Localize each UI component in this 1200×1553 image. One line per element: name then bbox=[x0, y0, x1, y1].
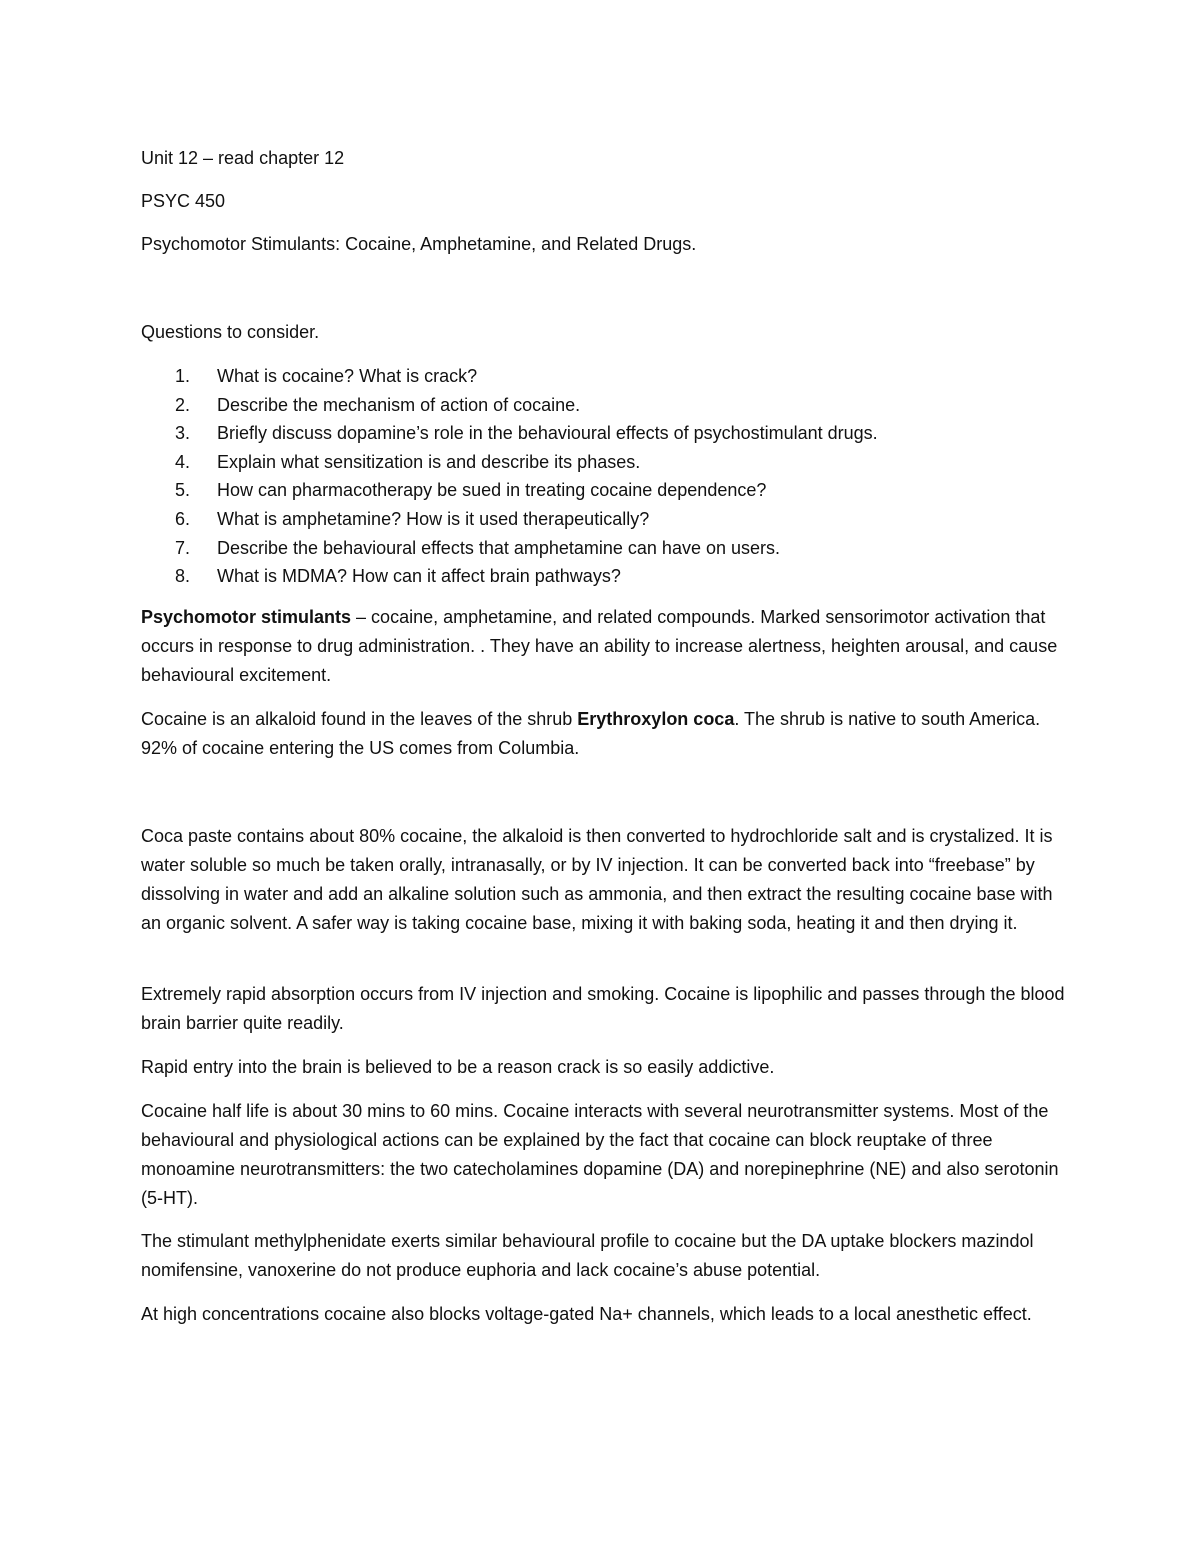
list-item bbox=[141, 534, 878, 563]
item-number: 4. bbox=[175, 451, 191, 472]
list-item bbox=[141, 476, 878, 505]
paragraph-text: – cocaine, amphetamine, and related compounds. Marked sensorimotor activation that occurs in response to drug administration. . They have an ability to increase alertness, heighten arousal, and cause behavioural excitement. bbox=[141, 607, 1058, 685]
item-number: 6. bbox=[175, 508, 191, 529]
paragraph-methylphenidate bbox=[141, 1227, 1071, 1285]
list-item bbox=[141, 362, 878, 391]
paragraph-text: . The shrub is native to south America. 92% of cocaine entering the US comes from Columbia. bbox=[141, 709, 1041, 758]
paragraph-text: Cocaine half life is about 30 mins to 60 mins. Cocaine interacts with several neurotransmitter systems. Most of the behavioural and physiological actions can be explained by the fact that cocaine can block reuptake of three monoamine neurotransmitters: the two catecholamines dopamine (DA) and norepinephrine (NE) and also serotonin (5-HT). bbox=[141, 1101, 1059, 1208]
questions-heading: Questions to consider. bbox=[141, 322, 320, 342]
paragraph-cocaine-alkaloid bbox=[141, 705, 1071, 763]
item-text: What is MDMA? How can it affect brain pathways? bbox=[217, 566, 621, 587]
item-number: 7. bbox=[175, 537, 191, 558]
item-text: What is cocaine? What is crack? bbox=[217, 366, 478, 386]
topic-title: Psychomotor Stimulants: Cocaine, Amphetamine, and Related Drugs. bbox=[141, 234, 697, 254]
paragraph-absorption bbox=[141, 980, 1071, 1038]
unit-heading: Unit 12 – read chapter 12 bbox=[141, 148, 345, 168]
item-number: 1. bbox=[175, 366, 191, 386]
paragraph-text: At high concentrations cocaine also blocks voltage-gated Na+ channels, which leads to a local anesthetic effect. bbox=[141, 1304, 1032, 1324]
paragraph-na-channels bbox=[141, 1300, 1071, 1329]
item-text: Briefly discuss dopamine’s role in the behavioural effects of psychostimulant drugs. bbox=[217, 423, 878, 444]
paragraph-half-life bbox=[141, 1097, 1071, 1213]
item-text: Describe the mechanism of action of cocaine. bbox=[217, 394, 581, 415]
course-code: PSYC 450 bbox=[141, 191, 226, 211]
item-number: 8. bbox=[175, 566, 191, 587]
paragraph-text: Extremely rapid absorption occurs from IV injection and smoking. Cocaine is lipophilic and passes through the blood brain barrier quite readily. bbox=[141, 984, 1065, 1033]
item-text: Describe the behavioural effects that amphetamine can have on users. bbox=[217, 537, 781, 558]
item-number: 2. bbox=[175, 394, 191, 415]
list-item bbox=[141, 562, 878, 591]
item-text: What is amphetamine? How is it used therapeutically? bbox=[217, 508, 650, 529]
list-item bbox=[141, 419, 878, 448]
list-item bbox=[141, 505, 878, 534]
paragraph-text: The stimulant methylphenidate exerts similar behavioural profile to cocaine but the DA uptake blockers mazindol nomifensine, vanoxerine do not produce euphoria and lack cocaine’s abuse potential. bbox=[141, 1231, 1034, 1280]
item-number: 3. bbox=[175, 423, 191, 444]
item-number: 5. bbox=[175, 480, 191, 501]
item-text: Explain what sensitization is and describe its phases. bbox=[217, 451, 641, 472]
bold-term: Psychomotor stimulants bbox=[141, 607, 352, 627]
questions-list bbox=[141, 362, 878, 591]
paragraph-text: Rapid entry into the brain is believed to be a reason crack is so easily addictive. bbox=[141, 1057, 775, 1077]
paragraph-rapid-entry bbox=[141, 1053, 1071, 1082]
item-text: How can pharmacotherapy be sued in treating cocaine dependence? bbox=[217, 480, 767, 501]
paragraph-coca-paste bbox=[141, 822, 1071, 938]
paragraph-psychomotor-stimulants bbox=[141, 603, 1071, 690]
paragraph-text: Coca paste contains about 80% cocaine, the alkaloid is then converted to hydrochloride salt and is crystalized. It is water soluble so much be taken orally, intranasally, or by IV injection. It can be converted back into “freebase” by dissolving in water and add an alkaline solution such as ammonia, and then extract the resulting cocaine base with an organic solvent. A safer way is taking cocaine base, mixing it with baking soda, heating it and then drying it. bbox=[141, 826, 1053, 933]
paragraph-text: Cocaine is an alkaloid found in the leaves of the shrub bbox=[141, 709, 578, 729]
bold-term: Erythroxylon coca bbox=[577, 709, 735, 729]
list-item bbox=[141, 448, 878, 477]
list-item bbox=[141, 391, 878, 420]
